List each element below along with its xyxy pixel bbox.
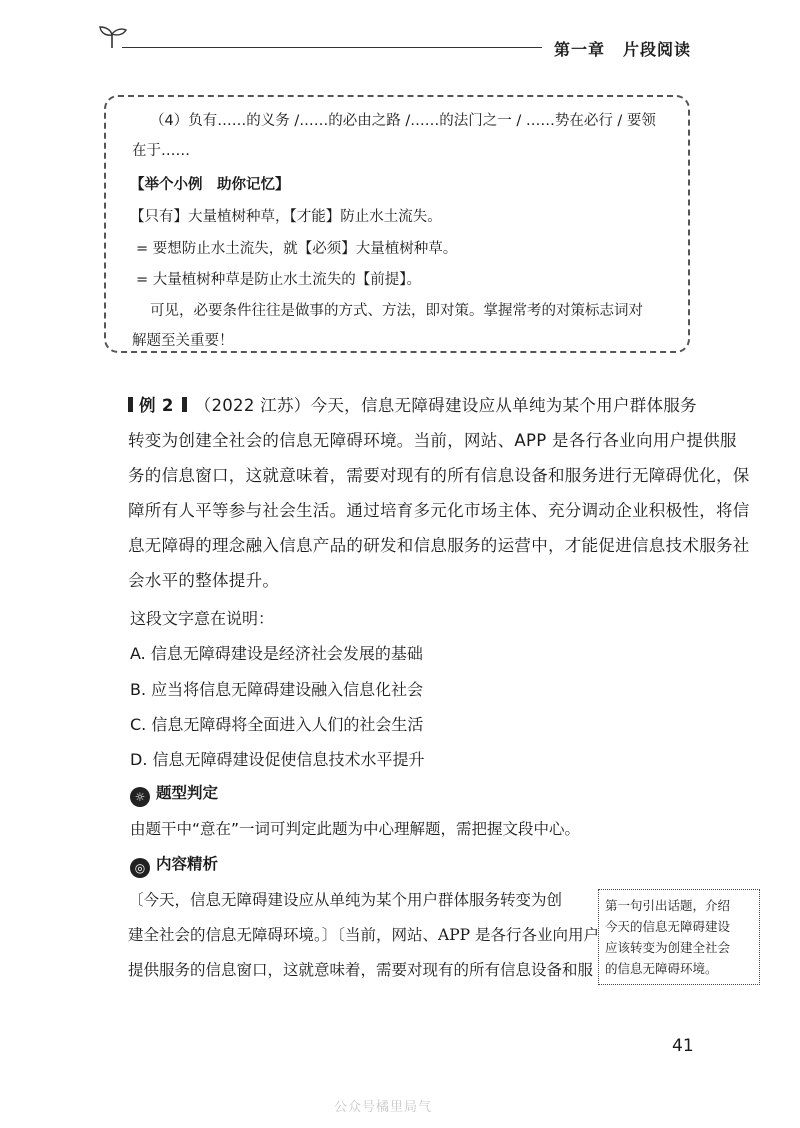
example-line-5: 息无障碍的理念融入信息产品的研发和信息服务的运营中，才能促进信息技术服务社 bbox=[128, 536, 750, 555]
tag-bar-left bbox=[128, 397, 133, 412]
tag-bar-right bbox=[182, 397, 187, 412]
analysis-line-3: 提供服务的信息窗口，这就意味着，需要对现有的所有信息设备和服 bbox=[128, 961, 594, 979]
tip-box bbox=[104, 95, 690, 353]
tip-line-1: （4）负有……的义务 /……的必由之路 /……的法门之一 / ……势在必行 / 要领 bbox=[150, 113, 656, 129]
tip-example-1: 【只有】大量植树种草，【才能】防止水土流失。 bbox=[130, 209, 442, 225]
option-d: D. 信息无障碍建设促使信息技术水平提升 bbox=[130, 750, 425, 769]
sun-icon: ☼ bbox=[130, 787, 150, 807]
option-a: A. 信息无障碍建设是经济社会发展的基础 bbox=[130, 644, 423, 663]
tip-heading: 【举个小例 助你记忆】 bbox=[130, 177, 290, 193]
example-source: （2022 江苏） bbox=[194, 396, 311, 415]
option-c: C. 信息无障碍将全面进入人们的社会生活 bbox=[130, 715, 424, 734]
option-b: B. 应当将信息无障碍建设融入信息化社会 bbox=[130, 680, 424, 699]
analysis-section-heading bbox=[130, 852, 218, 878]
question-stem: 这段文字意在说明： bbox=[130, 609, 275, 628]
tip-example-3: = 大量植树种草是防止水土流失的【前提】。 bbox=[136, 272, 422, 288]
analysis-section-title: 内容精析 bbox=[156, 855, 219, 873]
margin-note bbox=[598, 889, 760, 985]
tip-summary-1: 可见，必要条件往往是做事的方式、方法，即对策。掌握常考的对策标志词对 bbox=[150, 303, 643, 319]
note-line-1: 第一句引出话题，介绍 bbox=[605, 898, 731, 913]
tip-line-2: 在于…… bbox=[132, 143, 190, 159]
target-icon: ◎ bbox=[130, 858, 150, 878]
analysis-line-2: 建全社会的信息无障碍环境。〕〔当前，网站、APP 是各行各业向用户 bbox=[128, 926, 599, 944]
note-line-2: 今天的信息无障碍建设 bbox=[605, 919, 731, 934]
example-tag: 例 2 bbox=[139, 396, 174, 415]
example-line-4: 障所有人平等参与社会生活。通过培育多元化市场主体、充分调动企业积极性，将信 bbox=[128, 501, 750, 520]
note-line-4: 的信息无障碍环境。 bbox=[605, 961, 718, 976]
example-line-6: 会水平的整体提升。 bbox=[128, 571, 280, 590]
section-label: 片段阅读 bbox=[623, 40, 692, 59]
note-line-3: 应该转变为创建全社会 bbox=[605, 940, 731, 955]
type-section-heading bbox=[130, 781, 218, 807]
example-line-3: 务的信息窗口，这就意味着，需要对现有的所有信息设备和服务进行无障碍优化，保 bbox=[128, 466, 750, 485]
example-text-1: 今天，信息无障碍建设应从单纯为某个用户群体服务 bbox=[310, 396, 697, 415]
page-number: 41 bbox=[672, 1036, 694, 1056]
type-section-text: 由题干中“意在”一词可判定此题为中心理解题，需把握文段中心。 bbox=[130, 820, 581, 838]
tip-example-2: = 要想防止水土流失，就【必须】大量植树种草。 bbox=[136, 241, 458, 257]
chapter-label: 第一章 bbox=[554, 40, 606, 59]
header-rule bbox=[122, 47, 542, 48]
watermark: 公众号橘里局气 bbox=[334, 1100, 433, 1115]
tip-summary-2: 解题至关重要！ bbox=[132, 333, 234, 349]
header-title bbox=[554, 37, 691, 60]
type-section-title: 题型判定 bbox=[156, 784, 219, 802]
analysis-line-1: 〔今天，信息无障碍建设应从单纯为某个用户群体服务转变为创 bbox=[128, 891, 563, 909]
example-line-2: 转变为创建全社会的信息无障碍环境。当前，网站、APP 是各行各业向用户提供服 bbox=[128, 431, 737, 450]
example-line-1 bbox=[128, 392, 697, 416]
